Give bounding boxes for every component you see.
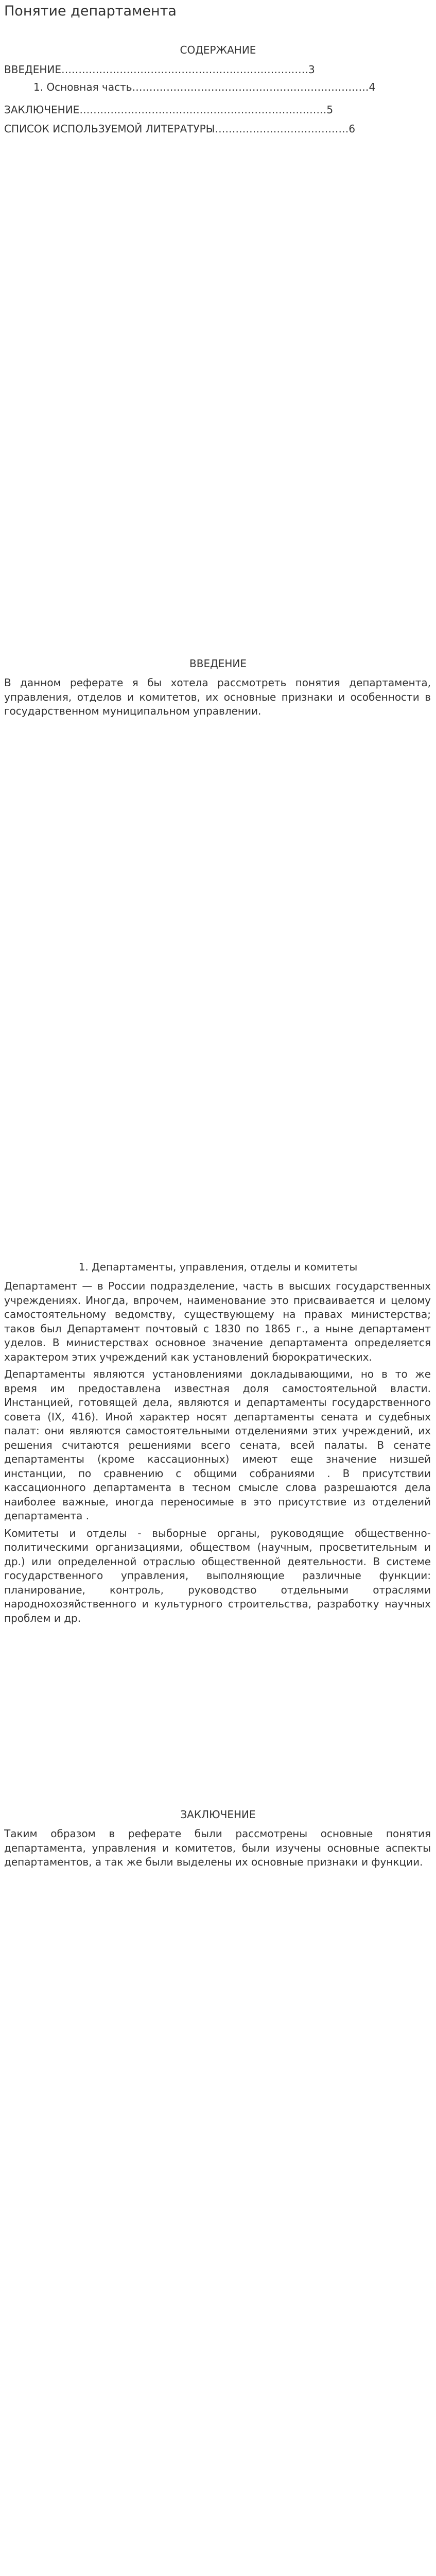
- main-paragraph-2: Департаменты являются установлениями докладывающими, но в то же время им предоставлена известная доля самостоятельной власти. Инстанцией, готовящей дела, являются и департаменты государственного совета (IX, 416). Иной характер носят департаменты сената и судебных палат: они являются самостоятельными отделениями этих учреждений, их решения считаются решениями всего сената, всей палаты. В сенате департаменты (кроме кассационных) имеют еще значение низшей инстанции, по сравнению с общими собраниями . В присутствии кассационного департамента в тесном смысле слова разрешаются дела наиболее важные, иногда переносимые в это присутствие из отделений департамента .: [4, 1368, 431, 1522]
- main-paragraph-3: Комитеты и отделы - выборные органы, руководящие общественно-политическими организациями, обществом (научным, просветительным и др.) или определенной отраслью общественной деятельности. В системе государственного управления, выполняющие различные функции: планирование, контроль, руководство отдельными отраслями народнохозяйственного и культурного строительства, разработку научных проблем и др.: [4, 1527, 431, 1624]
- toc-entry-introduction: ВВЕДЕНИЕ………………………………………………………………3: [4, 63, 315, 76]
- main-heading: 1. Департаменты, управления, отделы и комитеты: [78, 1261, 358, 1273]
- toc-heading: СОДЕРЖАНИЕ: [180, 44, 256, 56]
- conclusion-paragraph: Таким образом в реферате были рассмотрены основные понятия департамента, управления и комитетов, были изучены основные аспекты департаментов, а так же были выделены их основные признаки и функции.: [4, 1827, 431, 1868]
- conclusion-section: [4, 1827, 431, 1873]
- document-title: Понятие департамента: [4, 3, 177, 19]
- toc-entry-conclusion: ЗАКЛЮЧЕНИЕ………………………………………………………………5: [4, 104, 334, 116]
- toc-entry-main-part: 1. Основная часть……………………………………………………………4: [33, 81, 376, 93]
- main-section: [4, 1279, 431, 1629]
- introduction-heading: ВВЕДЕНИЕ: [189, 657, 247, 670]
- main-paragraph-1: Департамент — в России подразделение, часть в высших государственных учреждениях. Иногда, впрочем, наименование это присваивается и целому самостоятельному ведомству, существующему на правах министерства; таков был Департамент почтовый с 1830 по 1865 г., а ныне департамент уделов. В министерствах основное значение департамента определяется характером этих учреждений как установлений бюрократических.: [4, 1280, 431, 1363]
- toc-entry-references: СПИСОК ИСПОЛЬЗУЕМОЙ ЛИТЕРАТУРЫ…………………………………6: [4, 123, 356, 135]
- introduction-paragraph: В данном реферате я бы хотела рассмотреть понятия департамента, управления, отделов и комитетов, их основные признаки и особенности в государственном муниципальном управлении.: [4, 676, 431, 717]
- introduction-section: [4, 676, 431, 722]
- conclusion-heading: ЗАКЛЮЧЕНИЕ: [180, 1808, 256, 1821]
